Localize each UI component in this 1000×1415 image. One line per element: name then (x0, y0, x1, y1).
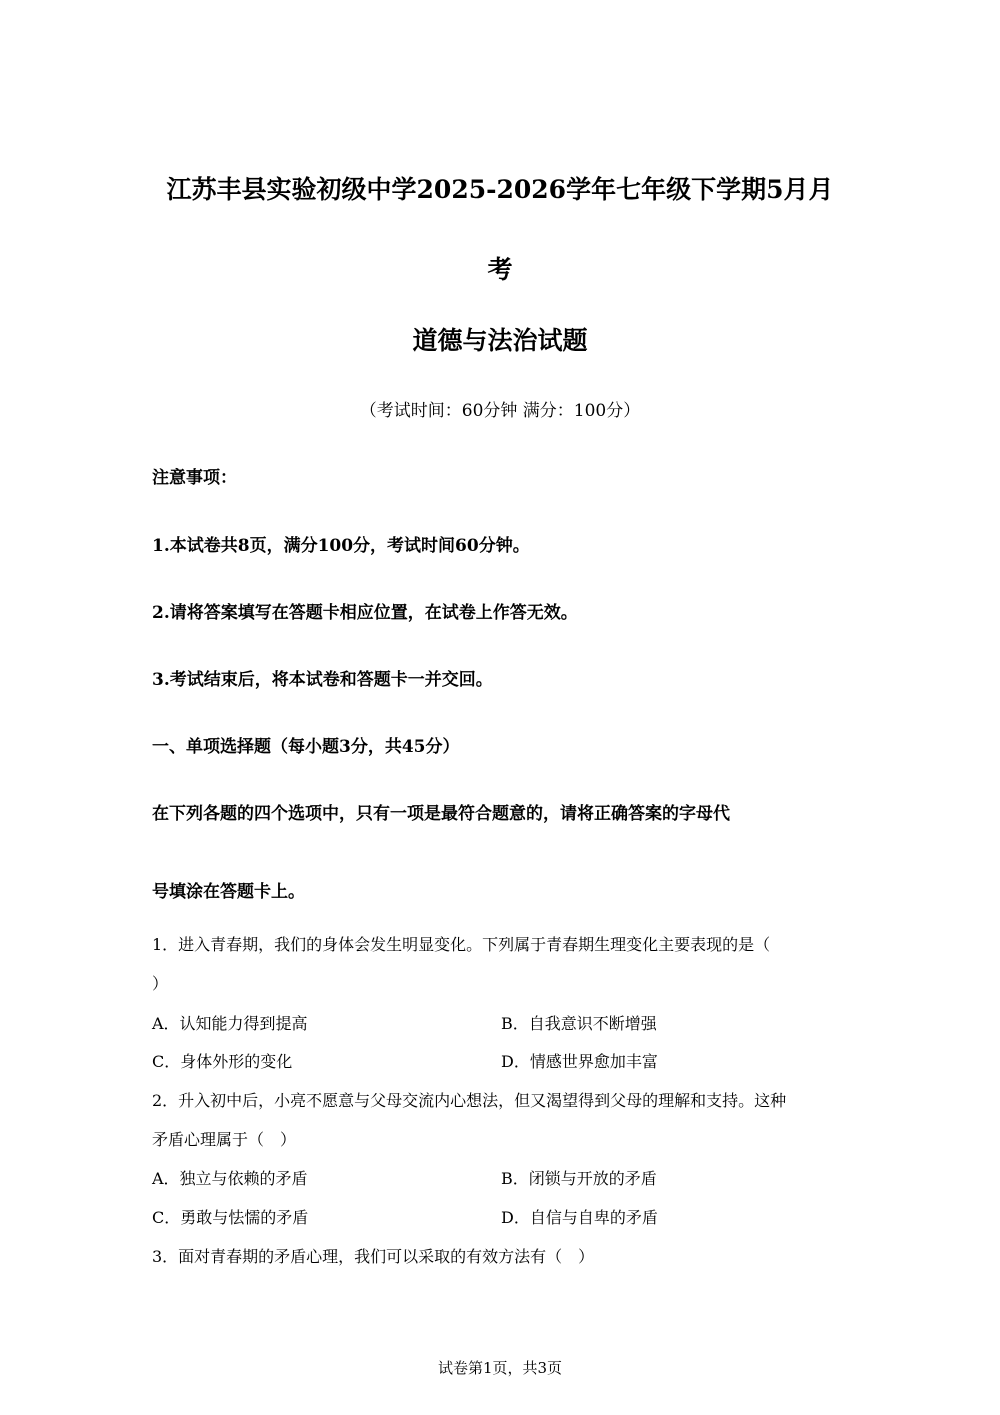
question-2-option-b: B．闭锁与开放的矛盾 (501, 1169, 657, 1188)
exam-title-line2: 考 (487, 255, 513, 284)
question-1-option-d: D．情感世界愈加丰富 (501, 1052, 658, 1071)
exam-title-line1: 江苏丰县实验初级中学2025-2026学年七年级下学期5月月 (166, 175, 834, 204)
question-1-stem-cont: ） (152, 974, 169, 993)
exam-info: （考试时间：60分钟 满分：100分） (359, 401, 641, 421)
question-3-stem: 3．面对青春期的矛盾心理，我们可以采取的有效方法有（ ） (152, 1247, 595, 1266)
section-heading: 一、单项选择题（每小题3分，共45分） (152, 737, 460, 757)
question-2-option-a: A．独立与依赖的矛盾 (152, 1169, 308, 1188)
note-item-3: 3.考试结束后，将本试卷和答题卡一并交回。 (152, 670, 493, 690)
question-2-stem: 2．升入初中后，小亮不愿意与父母交流内心想法，但又渴望得到父母的理解和支持。这种 (152, 1091, 787, 1110)
note-item-1: 1.本试卷共8页，满分100分，考试时间60分钟。 (152, 536, 530, 556)
question-2-stem-cont: 矛盾心理属于（ ） (152, 1130, 297, 1149)
page-footer: 试卷第1页，共3页 (437, 1359, 563, 1377)
note-item-2: 2.请将答案填写在答题卡相应位置，在试卷上作答无效。 (152, 603, 578, 623)
subject-title: 道德与法治试题 (412, 326, 588, 355)
question-2-option-c: C．勇敢与怯懦的矛盾 (152, 1208, 309, 1227)
section-instruction-line2: 号填涂在答题卡上。 (152, 882, 305, 902)
notes-heading: 注意事项： (152, 468, 237, 488)
section-instruction-line1: 在下列各题的四个选项中，只有一项是最符合题意的，请将正确答案的字母代 (152, 804, 730, 824)
question-1-option-b: B．自我意识不断增强 (501, 1014, 657, 1033)
question-1-stem: 1．进入青春期，我们的身体会发生明显变化。下列属于青春期生理变化主要表现的是（ (152, 935, 771, 954)
question-1-option-c: C．身体外形的变化 (152, 1052, 293, 1071)
question-1-option-a: A．认知能力得到提高 (152, 1014, 308, 1033)
question-2-option-d: D．自信与自卑的矛盾 (501, 1208, 658, 1227)
